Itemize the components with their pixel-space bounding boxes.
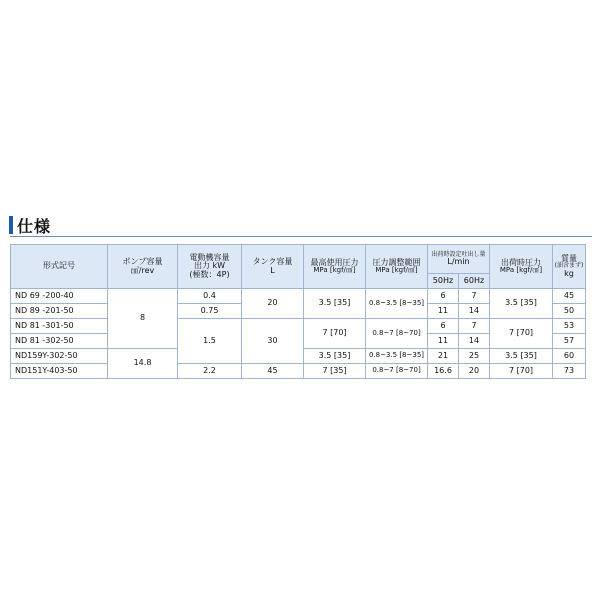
ship-pressure-cell: 3.5 [35] (490, 289, 553, 319)
flow-60hz-cell: 7 (459, 289, 490, 304)
table-row (11, 364, 586, 379)
flow-50hz-cell: 6 (428, 319, 459, 334)
max-pressure-cell: 7 [35] (304, 364, 366, 379)
col-header-tank: タンク容量 L (242, 245, 304, 289)
adjust-range-cell: 0.8~7 [8~70] (366, 364, 428, 379)
col-header-ship-pressure: 出荷時圧力 MPa [kgf/㎠] (490, 245, 553, 289)
motor-cell: 0.75 (178, 304, 242, 319)
section-heading (10, 214, 592, 236)
tank-cell: 30 (242, 319, 304, 364)
tank-cell: 45 (242, 364, 304, 379)
ship-pressure-cell: 7 [70] (490, 319, 553, 349)
flow-60hz-cell: 14 (459, 304, 490, 319)
motor-cell: 0.4 (178, 289, 242, 304)
flow-60hz-cell: 20 (459, 364, 490, 379)
col-header-pump: ポンプ容量 ㎤/rev (108, 245, 178, 289)
flow-60hz-cell: 14 (459, 334, 490, 349)
model-cell: ND159Y-302-50 (11, 349, 108, 364)
model-cell: ND 89 -201-50 (11, 304, 108, 319)
max-pressure-cell: 7 [70] (304, 319, 366, 349)
max-pressure-cell: 3.5 [35] (304, 349, 366, 364)
col-header-max-pressure: 最高使用圧力 MPa [kgf/㎠] (304, 245, 366, 289)
adjust-range-cell: 0.8~3.5 [8~35] (366, 349, 428, 364)
flow-50hz-cell: 11 (428, 304, 459, 319)
adjust-range-cell: 0.8~7 [8~70] (366, 319, 428, 349)
adjust-range-cell: 0.8~3.5 [8~35] (366, 289, 428, 319)
header-row-1 (11, 245, 586, 274)
flow-60hz-cell: 7 (459, 319, 490, 334)
col-header-60hz: 60Hz (459, 274, 490, 289)
mass-cell: 73 (553, 364, 586, 379)
table-row (11, 319, 586, 334)
flow-50hz-cell: 21 (428, 349, 459, 364)
flow-50hz-cell: 16.6 (428, 364, 459, 379)
mass-cell: 50 (553, 304, 586, 319)
mass-cell: 53 (553, 319, 586, 334)
col-header-50hz: 50Hz (428, 274, 459, 289)
mass-cell: 57 (553, 334, 586, 349)
model-cell: ND 81 -302-50 (11, 334, 108, 349)
motor-cell: 2.2 (178, 364, 242, 379)
mass-cell: 60 (553, 349, 586, 364)
model-cell: ND 69 -200-40 (11, 289, 108, 304)
flow-60hz-cell: 25 (459, 349, 490, 364)
model-cell: ND 81 -301-50 (11, 319, 108, 334)
col-header-adjust-range: 圧力調整範囲 MPa [kgf/㎠] (366, 245, 428, 289)
ship-pressure-cell: 7 [70] (490, 364, 553, 379)
pump-cell: 8 (108, 289, 178, 349)
col-header-model: 形式記号 (11, 245, 108, 289)
flow-50hz-cell: 11 (428, 334, 459, 349)
tank-cell: 20 (242, 289, 304, 319)
mass-cell: 45 (553, 289, 586, 304)
max-pressure-cell: 3.5 [35] (304, 289, 366, 319)
col-header-flow: 出荷時設定吐出し量 L/min (428, 245, 490, 274)
col-header-mass: 質量 (油含まず) kg (553, 245, 586, 289)
spec-table (10, 244, 586, 379)
pump-cell: 14.8 (108, 349, 178, 379)
ship-pressure-cell: 3.5 [35] (490, 349, 553, 364)
col-header-motor: 電動機容量 出力 kW (極数：4P) (178, 245, 242, 289)
table-row (11, 289, 586, 304)
section-title: 仕様 (17, 216, 52, 236)
heading-accent-bar (9, 216, 13, 234)
motor-cell: 1.5 (178, 319, 242, 364)
flow-50hz-cell: 6 (428, 289, 459, 304)
heading-underline (10, 236, 592, 237)
model-cell: ND151Y-403-50 (11, 364, 108, 379)
